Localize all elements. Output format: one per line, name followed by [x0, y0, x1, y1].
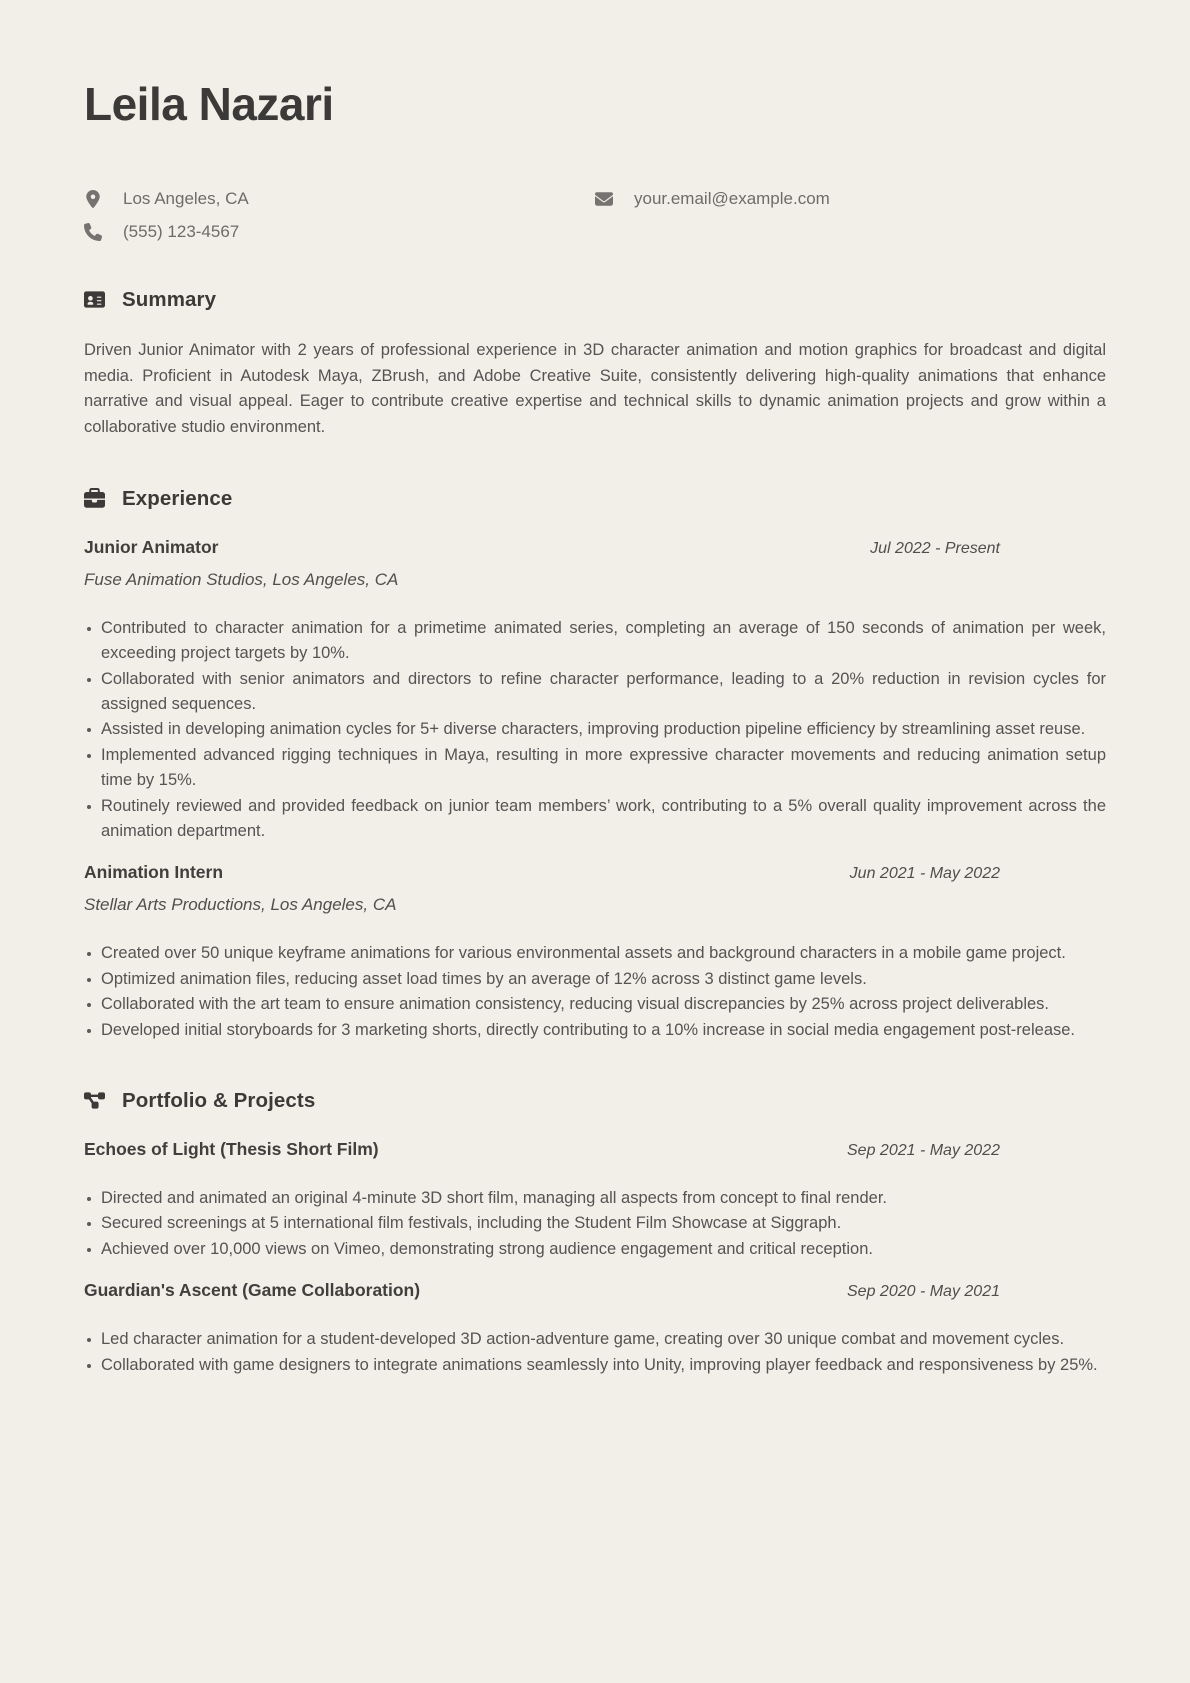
- id-card-icon: [84, 289, 105, 310]
- phone-icon: [84, 223, 102, 241]
- bullet-item: Collaborated with the art team to ensure animation consistency, reducing visual discrepancies by 25% across project deliverables.: [84, 992, 1106, 1017]
- location-pin-icon: [84, 190, 102, 208]
- briefcase-icon: [84, 488, 105, 509]
- bullet-item: Collaborated with game designers to integrate animations seamlessly into Unity, improving player feedback and responsiveness by 25%.: [84, 1353, 1106, 1378]
- bullet-item: Achieved over 10,000 views on Vimeo, demonstrating strong audience engagement and critical reception.: [84, 1237, 1106, 1262]
- contact-email: [595, 189, 1106, 209]
- page-title: Leila Nazari: [84, 78, 334, 130]
- experience-header: [84, 487, 1106, 511]
- bullet-item: Secured screenings at 5 international film festivals, including the Student Film Showcase at Siggraph.: [84, 1211, 1106, 1236]
- project-dates: Sep 2021 - May 2022: [847, 1141, 1000, 1159]
- job-dates: Jul 2022 - Present: [870, 539, 1000, 557]
- contact-info: [84, 189, 1106, 242]
- project-entry-head: [84, 1280, 1106, 1301]
- job-entry-head: [84, 862, 1106, 883]
- job-entry: [84, 537, 1106, 845]
- project-bullets: [84, 1186, 1106, 1262]
- bullet-item: Implemented advanced rigging techniques in Maya, resulting in more expressive character movements and reducing animation setup time by 15%.: [84, 743, 1106, 794]
- section-summary: [84, 288, 1106, 441]
- bullet-item: Developed initial storyboards for 3 marketing shorts, directly contributing to a 10% increase in social media engagement post-release.: [84, 1018, 1106, 1043]
- projects-title: Portfolio & Projects: [122, 1088, 316, 1112]
- envelope-icon: [595, 190, 613, 208]
- job-company: Stellar Arts Productions, Los Angeles, CA: [84, 895, 397, 915]
- bullet-item: Created over 50 unique keyframe animations for various environmental assets and background characters in a mobile game project.: [84, 941, 1106, 966]
- bullet-item: Collaborated with senior animators and directors to refine character performance, leading to a 20% reduction in revision cycles for assigned sequences.: [84, 667, 1106, 718]
- job-bullets: [84, 941, 1106, 1043]
- summary-header: [84, 288, 1106, 312]
- job-entry: [84, 862, 1106, 1043]
- project-dates: Sep 2020 - May 2021: [847, 1283, 1000, 1301]
- project-entry: [84, 1139, 1106, 1262]
- project-name: Echoes of Light (Thesis Short Film): [84, 1138, 379, 1159]
- contact-phone-text: (555) 123-4567: [123, 221, 240, 241]
- summary-text: Driven Junior Animator with 2 years of professional experience in 3D character animation and motion graphics for broadcast and digital media. Proficient in Autodesk Maya, ZBrush, and Adobe Creative Suite, consistently delivering high-quality animations that enhance narrative and visual appeal. Eager to contribute creative expertise and technical skills to dynamic animation projects and grow within a collaborative studio environment.: [84, 340, 1106, 436]
- project-entry: [84, 1280, 1106, 1378]
- contact-phone: [84, 222, 595, 242]
- bullet-item: Contributed to character animation for a primetime animated series, completing an average of 150 seconds of animation per week, exceeding project targets by 10%.: [84, 616, 1106, 667]
- bullet-item: Optimized animation files, reducing asset load times by an average of 12% across 3 distinct game levels.: [84, 967, 1106, 992]
- job-role: Junior Animator: [84, 536, 219, 557]
- job-dates: Jun 2021 - May 2022: [849, 865, 1000, 883]
- bullet-item: Routinely reviewed and provided feedback on junior team members’ work, contributing to a 5% overall quality improvement across the animation department.: [84, 794, 1106, 845]
- job-entry-head: [84, 537, 1106, 558]
- section-experience: [84, 487, 1106, 1043]
- project-name: Guardian's Ascent (Game Collaboration): [84, 1280, 421, 1301]
- project-entry-head: [84, 1139, 1106, 1160]
- job-bullets: [84, 616, 1106, 845]
- project-bullets: [84, 1327, 1106, 1378]
- contact-location: [84, 189, 595, 209]
- experience-title: Experience: [122, 486, 233, 510]
- contact-location-text: Los Angeles, CA: [123, 188, 249, 208]
- project-diagram-icon: [84, 1090, 105, 1111]
- bullet-item: Directed and animated an original 4-minute 3D short film, managing all aspects from concept to final render.: [84, 1186, 1106, 1211]
- contact-email-text: your.email@example.com: [634, 188, 830, 208]
- section-projects: [84, 1089, 1106, 1378]
- projects-header: [84, 1089, 1106, 1113]
- summary-title: Summary: [122, 287, 217, 311]
- job-company: Fuse Animation Studios, Los Angeles, CA: [84, 569, 399, 589]
- bullet-item: Assisted in developing animation cycles for 5+ diverse characters, improving production pipeline efficiency by streamlining asset reuse.: [84, 717, 1106, 742]
- job-role: Animation Intern: [84, 862, 224, 883]
- bullet-item: Led character animation for a student-developed 3D action-adventure game, creating over 30 unique combat and movement cycles.: [84, 1327, 1106, 1352]
